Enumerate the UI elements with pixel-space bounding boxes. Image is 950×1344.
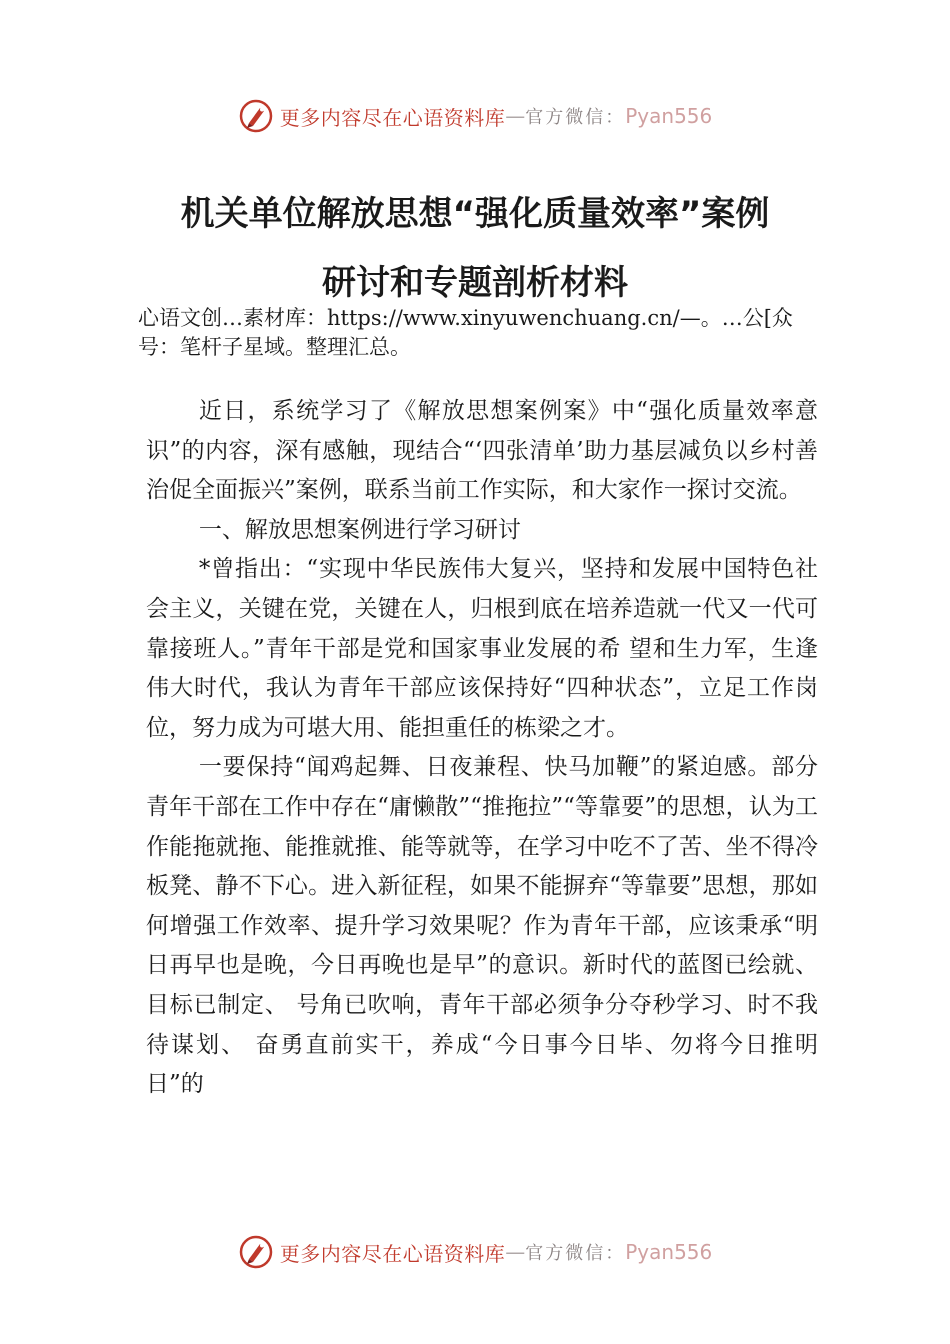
footer-watermark-banner — [0, 1232, 950, 1272]
banner-label: 官方微信： — [525, 107, 626, 128]
pen-logo-icon — [238, 1234, 274, 1270]
banner-label: 官方微信： — [525, 1243, 626, 1264]
body-paragraph: *曾指出：“实现中华民族伟大复兴，坚持和发展中国特色社会主义，关键在党，关键在人，归根到底在培养造就一代又一代可靠接班人。”青年干部是党和国家事业发展的希 望和生力军，生逢伟大时代，我认为青年干部应该保持好“四种状态”，立足工作岗位，努力成为可堪大用、能担重任的栋梁之才。 — [146, 556, 818, 741]
banner-wechat-id: Pyan556 — [625, 104, 713, 128]
body-paragraph: 一要保持“闻鸡起舞、日夜兼程、快马加鞭”的紧迫感。部分青年干部在工作中存在“庸懒散”“推拖拉”“等靠要”的思想，认为工作能拖就拖、能推就推、能等就等，在学习中吃不了苦、坐不得冷板凳、静不下心。进入新征程，如果不能摒弃“等靠要”思想，那如何增强工作效率、提升学习效果呢？作为青年干部，应该秉承“明日再早也是晚，今日再晚也是早”的意识。新时代的蓝图已绘就、目标已制定、 号角已吹响，青年干部必须争分夺秒学习、时不我待谋划、 奋勇直前实干，养成“今日事今日毕、勿将今日推明日”的 — [146, 754, 818, 1098]
banner-dash: — — [505, 104, 526, 128]
source-note: 心语文创…素材库：https://www.xinyuwenchuang.cn/—。…公[众号：笔杆子星域。整理汇总。 — [138, 306, 793, 359]
section-heading: 一、解放思想案例进行学习研讨 — [198, 516, 521, 543]
pen-logo-icon — [238, 98, 274, 134]
header-watermark-banner — [0, 96, 950, 136]
document-title-line-1: 机关单位解放思想“强化质量效率”案例 — [180, 194, 770, 234]
banner-text: 更多内容尽在心语资料库 — [279, 1241, 506, 1266]
banner-text: 更多内容尽在心语资料库 — [279, 105, 506, 130]
body-paragraph-intro: 近日，系统学习了《解放思想案例案》中“强化质量效率意识”的内容，深有感触，现结合“‘四张清单’助力基层减负以乡村善治促全面振兴”案例，联系当前工作实际，和大家作一探讨交流。 — [146, 398, 818, 504]
document-body — [146, 392, 818, 1105]
banner-dash: — — [505, 1240, 526, 1264]
document-title-line-2: 研讨和专题剖析材料 — [322, 263, 628, 303]
banner-wechat-id: Pyan556 — [625, 1240, 713, 1264]
